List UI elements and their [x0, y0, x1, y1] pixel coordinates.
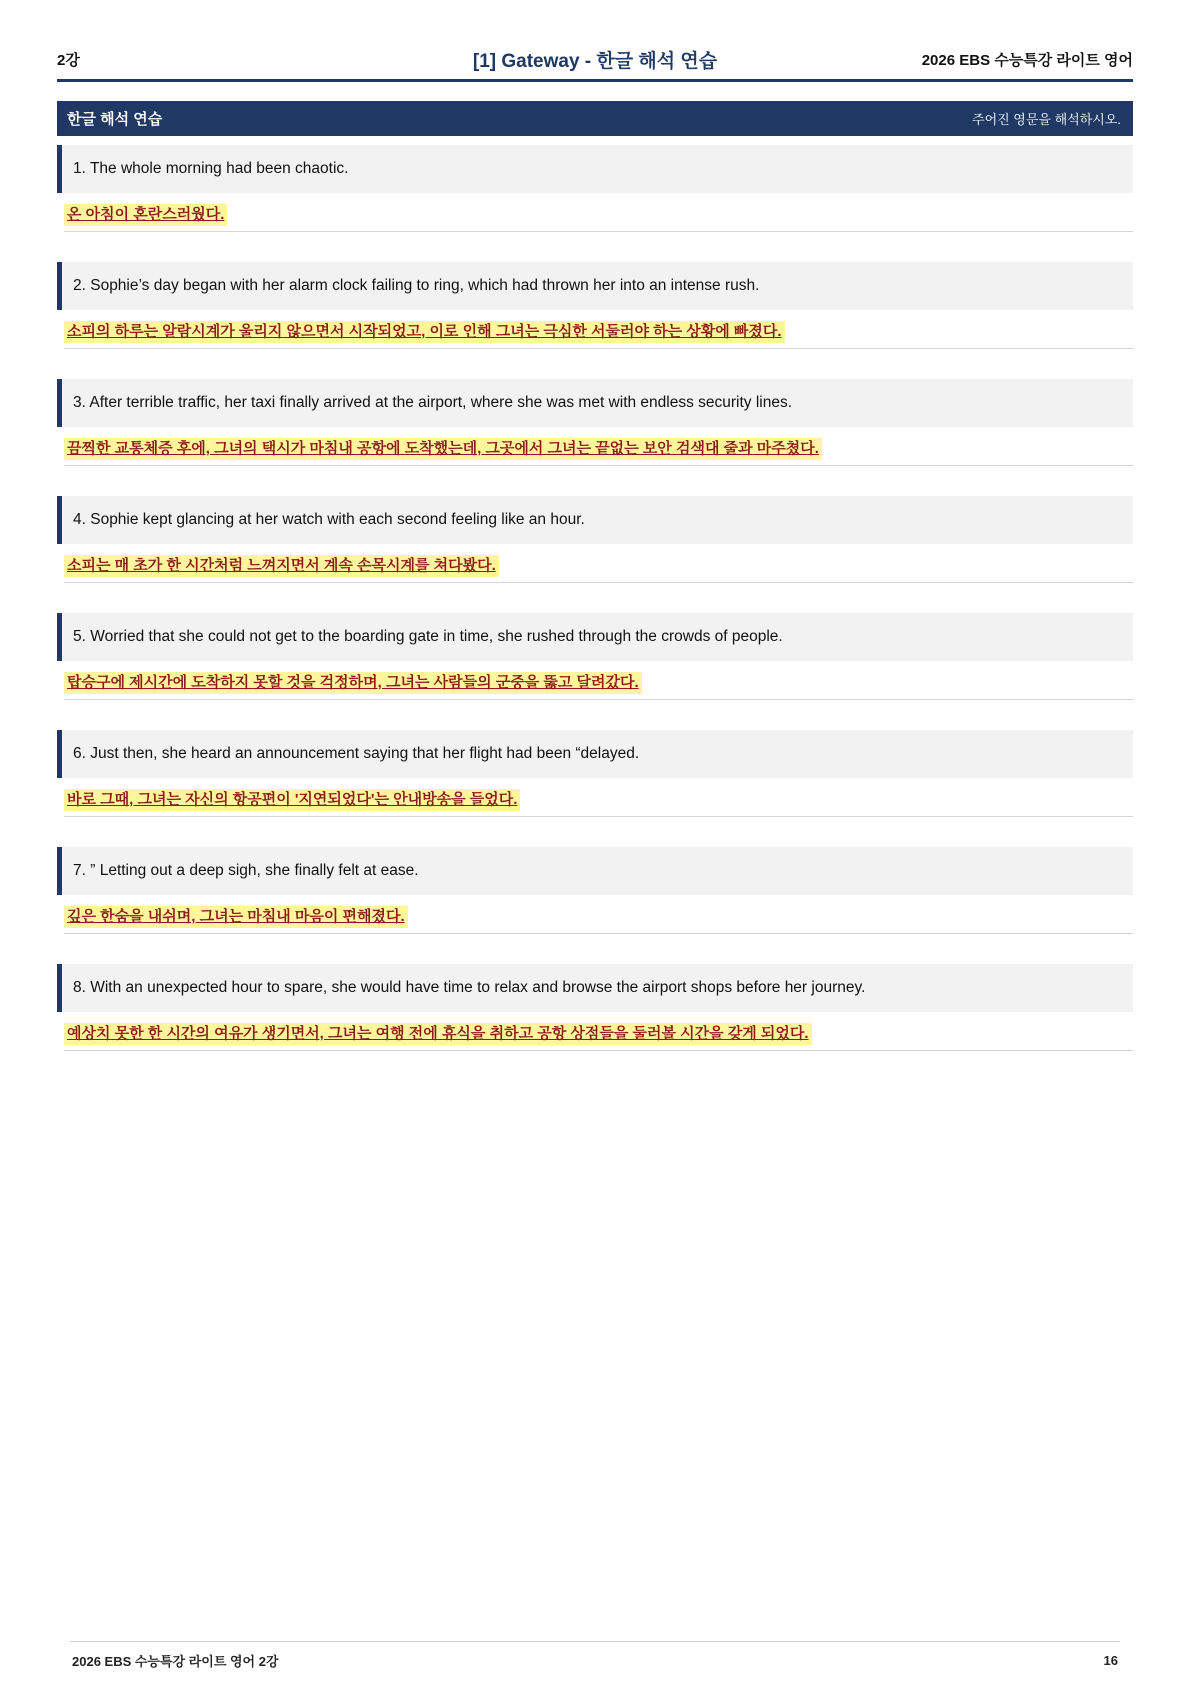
korean-translation: 소피의 하루는 알람시계가 울리지 않으면서 시작되었고, 이로 인해 그녀는 극심한 서둘러야 하는 상황에 빠졌다.	[64, 321, 785, 343]
page-number: 16	[1103, 1652, 1118, 1668]
korean-translation: 바로 그때, 그녀는 자신의 항공편이 '지연되었다'는 안내방송을 들었다.	[64, 789, 520, 811]
korean-translation: 깊은 한숨을 내쉬며, 그녀는 마침내 마음이 편해졌다.	[64, 906, 408, 928]
exercise-item	[57, 613, 1133, 730]
english-sentence: 8. With an unexpected hour to spare, she would have time to relax and browse the airport shops before her journey.	[57, 964, 1133, 1012]
answer-line	[64, 901, 1133, 934]
exercise-item	[57, 730, 1133, 847]
section-label: 한글 해석 연습	[67, 111, 163, 128]
exercise-item	[57, 145, 1133, 262]
english-sentence: 5. Worried that she could not get to the boarding gate in time, she rushed through the crowds of people.	[57, 613, 1133, 661]
footer-book-lesson: 2026 EBS 수능특강 라이트 영어 2강	[72, 1653, 279, 1669]
english-sentence: 3. After terrible traffic, her taxi finally arrived at the airport, where she was met with endless security lines.	[57, 379, 1133, 427]
footer-divider	[70, 1641, 1120, 1642]
english-sentence: 6. Just then, she heard an announcement saying that her flight had been “delayed.	[57, 730, 1133, 778]
page-header	[57, 44, 1133, 74]
exercise-item	[57, 379, 1133, 496]
exercise-list	[57, 145, 1133, 1081]
answer-line	[64, 199, 1133, 232]
exercise-item	[57, 496, 1133, 613]
english-sentence: 1. The whole morning had been chaotic.	[57, 145, 1133, 193]
korean-translation: 온 아침이 혼란스러웠다.	[64, 204, 227, 226]
lesson-label: 2강	[57, 51, 80, 69]
english-sentence: 4. Sophie kept glancing at her watch with each second feeling like an hour.	[57, 496, 1133, 544]
answer-line	[64, 784, 1133, 817]
page-title: [1] Gateway - 한글 해석 연습	[472, 50, 718, 72]
answer-line	[64, 316, 1133, 349]
page-footer	[72, 1648, 1118, 1672]
korean-translation: 끔찍한 교통체증 후에, 그녀의 택시가 마침내 공항에 도착했는데, 그곳에서 그녀는 끝없는 보안 검색대 줄과 마주쳤다.	[64, 438, 822, 460]
answer-line	[64, 550, 1133, 583]
english-sentence: 2. Sophie’s day began with her alarm clock failing to ring, which had thrown her into an intense rush.	[57, 262, 1133, 310]
section-instruction: 주어진 영문을 해석하시오.	[972, 112, 1121, 127]
header-divider	[57, 79, 1133, 82]
exercise-item	[57, 964, 1133, 1081]
answer-line	[64, 1018, 1133, 1051]
korean-translation: 예상치 못한 한 시간의 여유가 생기면서, 그녀는 여행 전에 휴식을 취하고 공항 상점들을 둘러볼 시간을 갖게 되었다.	[64, 1023, 812, 1045]
answer-line	[64, 667, 1133, 700]
exercise-item	[57, 262, 1133, 379]
exercise-item	[57, 847, 1133, 964]
korean-translation: 소피는 매 초가 한 시간처럼 느껴지면서 계속 손목시계를 쳐다봤다.	[64, 555, 499, 577]
english-sentence: 7. ” Letting out a deep sigh, she finally felt at ease.	[57, 847, 1133, 895]
book-title: 2026 EBS 수능특강 라이트 영어	[921, 51, 1133, 69]
korean-translation: 탑승구에 제시간에 도착하지 못할 것을 걱정하며, 그녀는 사람들의 군중을 뚫고 달려갔다.	[64, 672, 642, 694]
answer-line	[64, 433, 1133, 466]
section-header	[57, 101, 1133, 136]
